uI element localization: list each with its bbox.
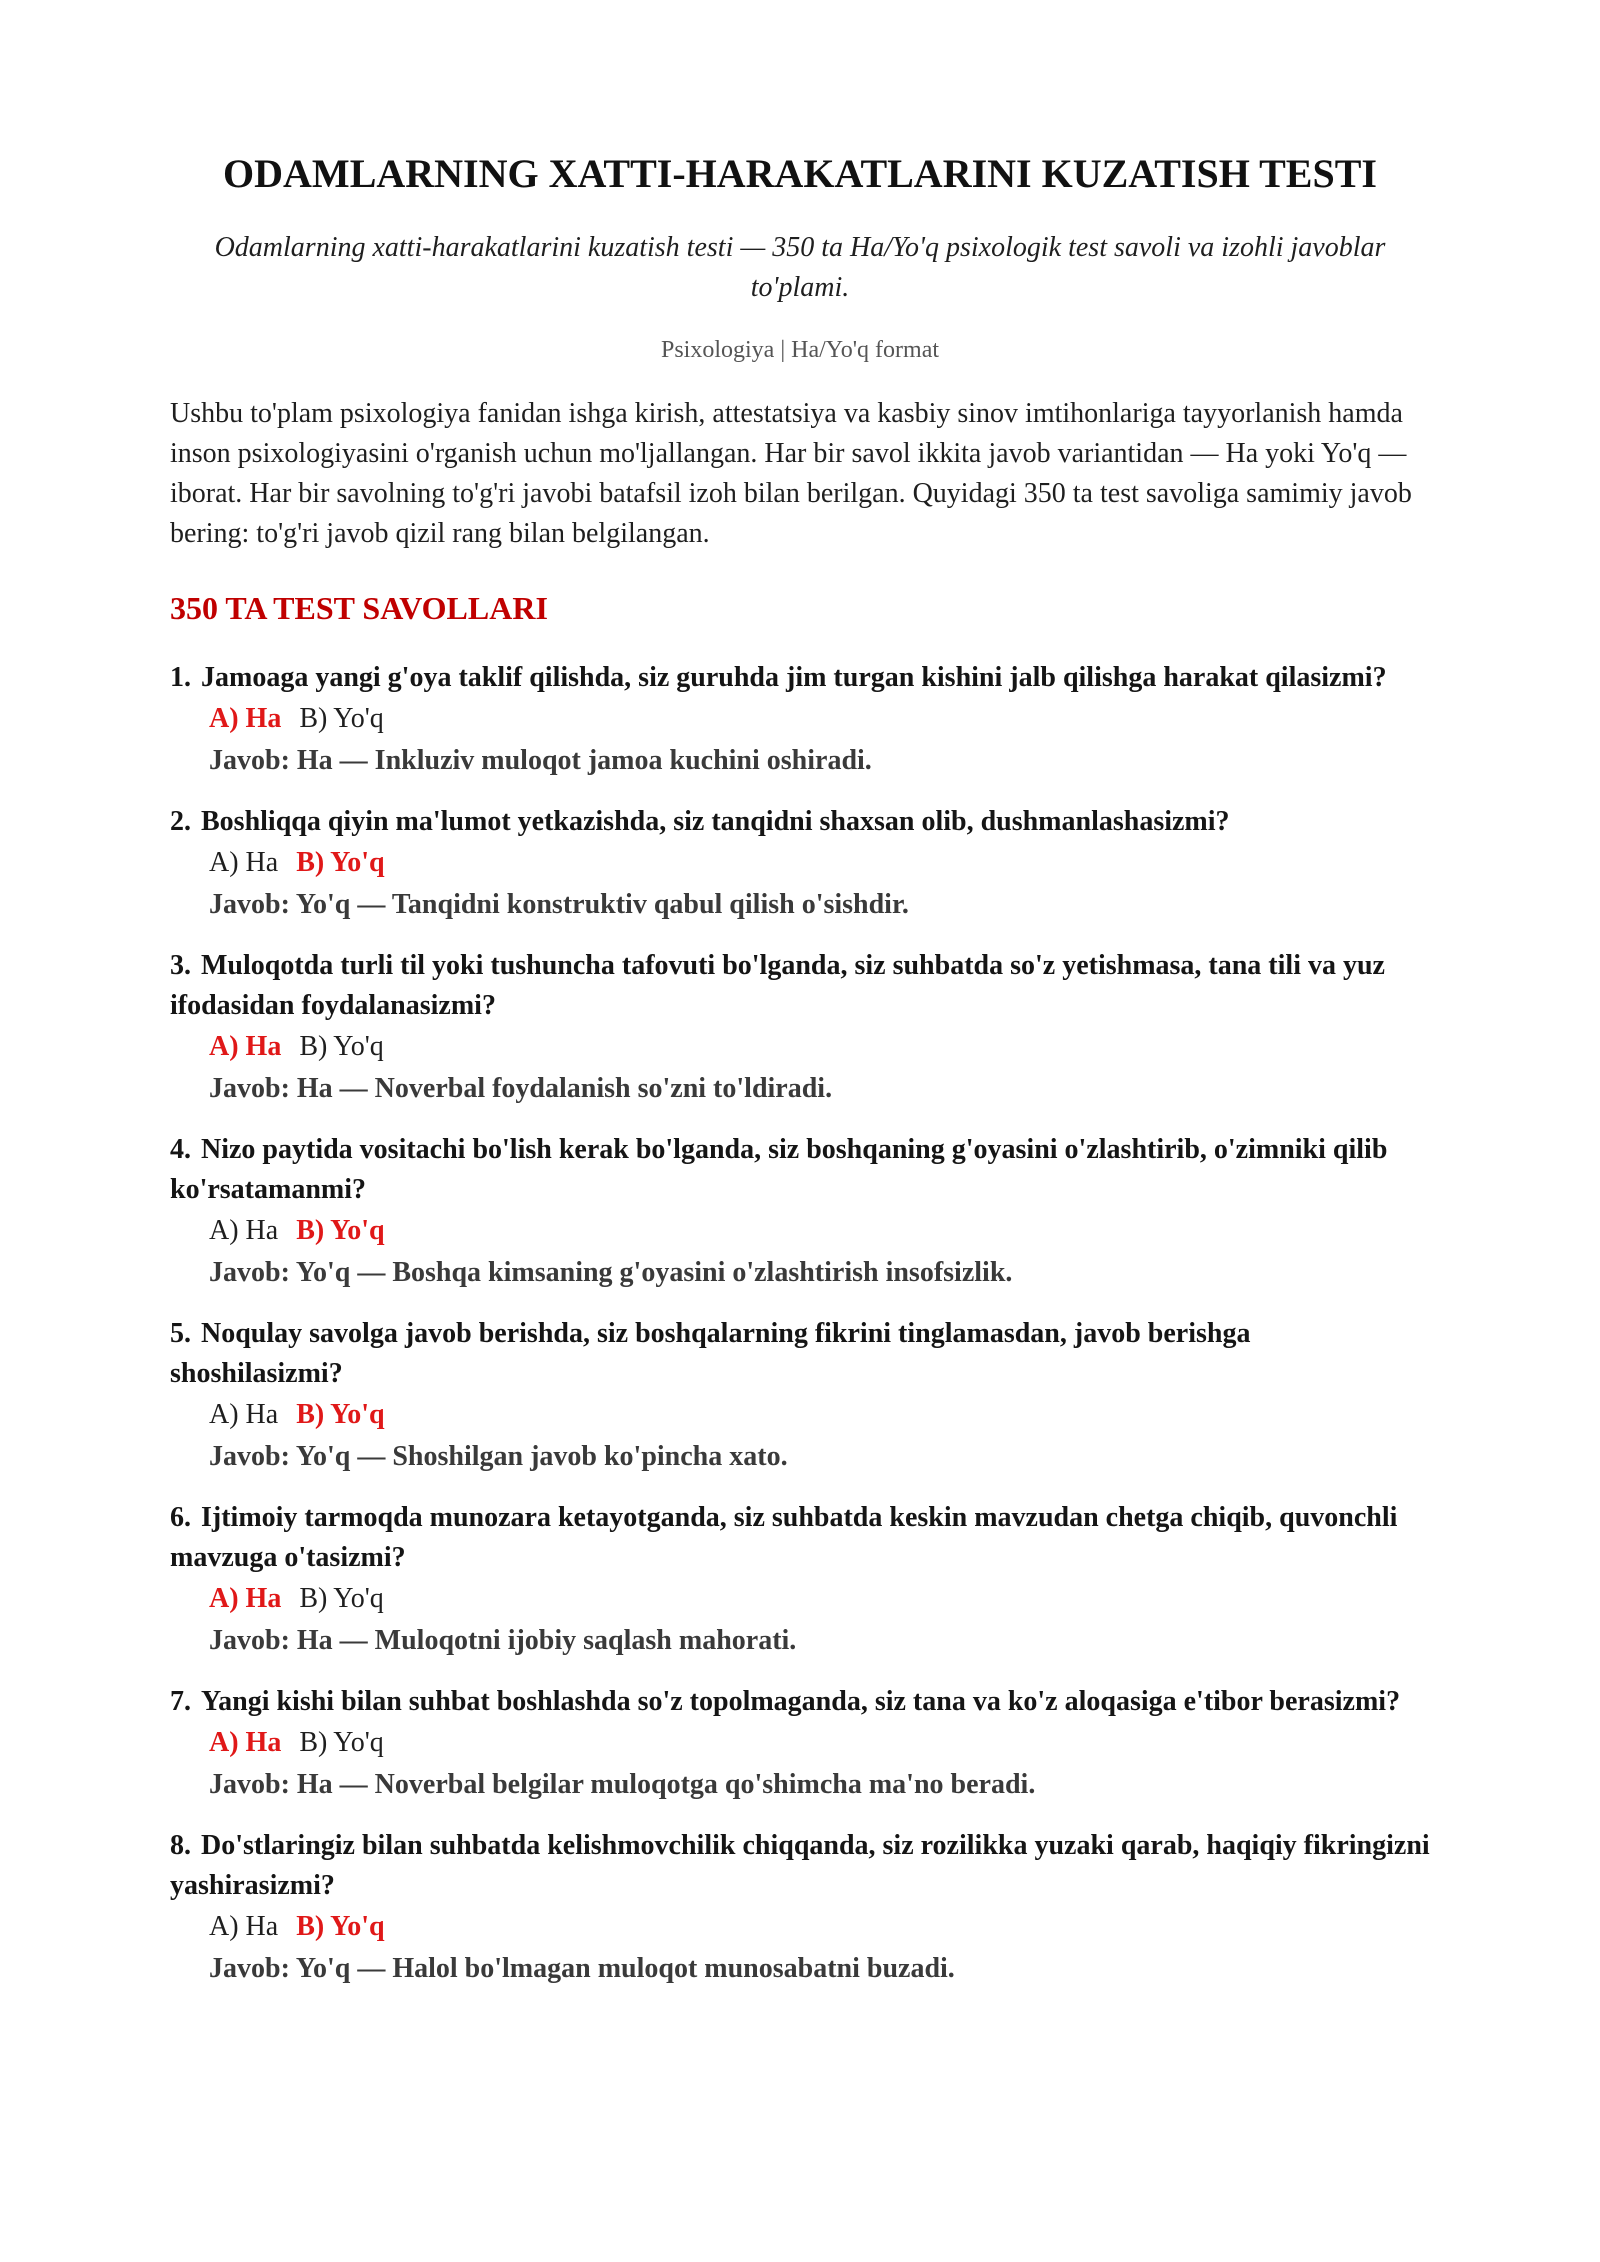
option-b: B) Yo'q xyxy=(296,1911,385,1942)
question-item xyxy=(170,1130,1430,1294)
document-meta: Psixologiya | Ha/Yo'q format xyxy=(660,337,940,363)
question-list xyxy=(170,658,1430,1990)
answer-explanation: Javob: Yo'q — Halol bo'lmagan muloqot munosabatni buzadi. xyxy=(209,1953,955,1984)
option-b: B) Yo'q xyxy=(299,1727,384,1758)
option-b: B) Yo'q xyxy=(296,847,385,878)
answer-explanation: Javob: Ha — Noverbal foydalanish so'zni to'ldiradi. xyxy=(209,1073,833,1104)
question-text: Muloqotda turli til yoki tushuncha tafovuti bo'lganda, siz suhbatda so'z yetishmasa, tana tili va yuz ifodasidan foydalanasizmi? xyxy=(170,950,1385,1021)
question-text: Nizo paytida vositachi bo'lish kerak bo'lganda, siz boshqaning g'oyasini o'zlashtirib, o'zimniki qilib ko'rsatamanmi? xyxy=(170,1134,1388,1205)
question-item xyxy=(170,1314,1430,1478)
question-number: 3. xyxy=(170,950,191,981)
answer-explanation: Javob: Ha — Muloqotni ijobiy saqlash mahorati. xyxy=(209,1625,797,1656)
question-text-line xyxy=(170,1682,1430,1722)
question-number: 4. xyxy=(170,1134,191,1165)
question-options xyxy=(209,1578,1430,1620)
question-text: Jamoaga yangi g'oya taklif qilishda, siz guruhda jim turgan kishini jalb qilishga harakat qilasizmi? xyxy=(201,662,1387,693)
question-options xyxy=(209,1394,1430,1436)
question-number: 2. xyxy=(170,806,191,837)
question-number: 1. xyxy=(170,662,191,693)
question-text-line xyxy=(170,802,1430,842)
question-item xyxy=(170,802,1430,926)
answer-explanation: Javob: Yo'q — Tanqidni konstruktiv qabul qilish o'sishdir. xyxy=(209,889,909,920)
section-heading: 350 TA TEST SAVOLLARI xyxy=(170,590,548,626)
document-subtitle: Odamlarning xatti-harakatlarini kuzatish testi — 350 ta Ha/Yo'q psixologik test savoli va izohli javoblar to'plami. xyxy=(214,232,1386,303)
question-options xyxy=(209,1026,1430,1068)
option-a: A) Ha xyxy=(209,1911,279,1942)
question-text-line xyxy=(170,1826,1430,1906)
question-number: 8. xyxy=(170,1830,191,1861)
question-number: 6. xyxy=(170,1502,191,1533)
question-text-line xyxy=(170,946,1430,1026)
option-a: A) Ha xyxy=(209,1583,282,1614)
option-b: B) Yo'q xyxy=(296,1399,385,1430)
option-b: B) Yo'q xyxy=(296,1215,385,1246)
question-text-line xyxy=(170,658,1430,698)
option-b: B) Yo'q xyxy=(299,1031,384,1062)
question-text: Noqulay savolga javob berishda, siz boshqalarning fikrini tinglamasdan, javob berishga shoshilasizmi? xyxy=(170,1318,1251,1389)
question-options xyxy=(209,842,1430,884)
question-text-line xyxy=(170,1130,1430,1210)
option-a: A) Ha xyxy=(209,1031,282,1062)
answer-explanation: Javob: Yo'q — Boshqa kimsaning g'oyasini o'zlashtirish insofsizlik. xyxy=(209,1257,1013,1288)
option-a: A) Ha xyxy=(209,1727,282,1758)
option-a: A) Ha xyxy=(209,703,282,734)
question-options xyxy=(209,698,1430,740)
question-number: 7. xyxy=(170,1686,191,1717)
question-text-line xyxy=(170,1498,1430,1578)
answer-explanation: Javob: Yo'q — Shoshilgan javob ko'pincha xato. xyxy=(209,1441,788,1472)
question-options xyxy=(209,1906,1430,1948)
question-number: 5. xyxy=(170,1318,191,1349)
question-text: Boshliqqa qiyin ma'lumot yetkazishda, siz tanqidni shaxsan olib, dushmanlashasizmi? xyxy=(201,806,1230,837)
question-item xyxy=(170,1682,1430,1806)
answer-explanation: Javob: Ha — Noverbal belgilar muloqotga qo'shimcha ma'no beradi. xyxy=(209,1769,1036,1800)
answer-explanation: Javob: Ha — Inkluziv muloqot jamoa kuchini oshiradi. xyxy=(209,745,872,776)
question-item xyxy=(170,1826,1430,1990)
option-b: B) Yo'q xyxy=(299,1583,384,1614)
intro-paragraph: Ushbu to'plam psixologiya fanidan ishga kirish, attestatsiya va kasbiy sinov imtihonlariga tayyorlanish hamda inson psixologiyasini o'rganish uchun mo'ljallangan. Har bir savol ikkita javob variantidan — Ha yoki Yo'q — iborat. Har bir savolning to'g'ri javobi batafsil izoh bilan berilgan. Quyidagi 350 ta test savoliga samimiy javob bering: to'g'ri javob qizil rang bilan belgilangan. xyxy=(170,398,1412,549)
question-text: Ijtimoiy tarmoqda munozara ketayotganda, siz suhbatda keskin mavzudan chetga chiqib, quvonchli mavzuga o'tasizmi? xyxy=(170,1502,1398,1573)
option-a: A) Ha xyxy=(209,1215,279,1246)
question-text: Do'stlaringiz bilan suhbatda kelishmovchilik chiqqanda, siz rozilikka yuzaki qarab, haqiqiy fikringizni yashirasizmi? xyxy=(170,1830,1430,1901)
option-b: B) Yo'q xyxy=(299,703,384,734)
question-item xyxy=(170,946,1430,1110)
question-item xyxy=(170,658,1430,782)
question-text-line xyxy=(170,1314,1430,1394)
option-a: A) Ha xyxy=(209,847,279,878)
option-a: A) Ha xyxy=(209,1399,279,1430)
question-options xyxy=(209,1722,1430,1764)
question-item xyxy=(170,1498,1430,1662)
question-options xyxy=(209,1210,1430,1252)
document-title: ODAMLARNING XATTI-HARAKATLARINI KUZATISH TESTI xyxy=(223,151,1377,196)
question-text: Yangi kishi bilan suhbat boshlashda so'z topolmaganda, siz tana va ko'z aloqasiga e'tibor berasizmi? xyxy=(201,1686,1401,1717)
